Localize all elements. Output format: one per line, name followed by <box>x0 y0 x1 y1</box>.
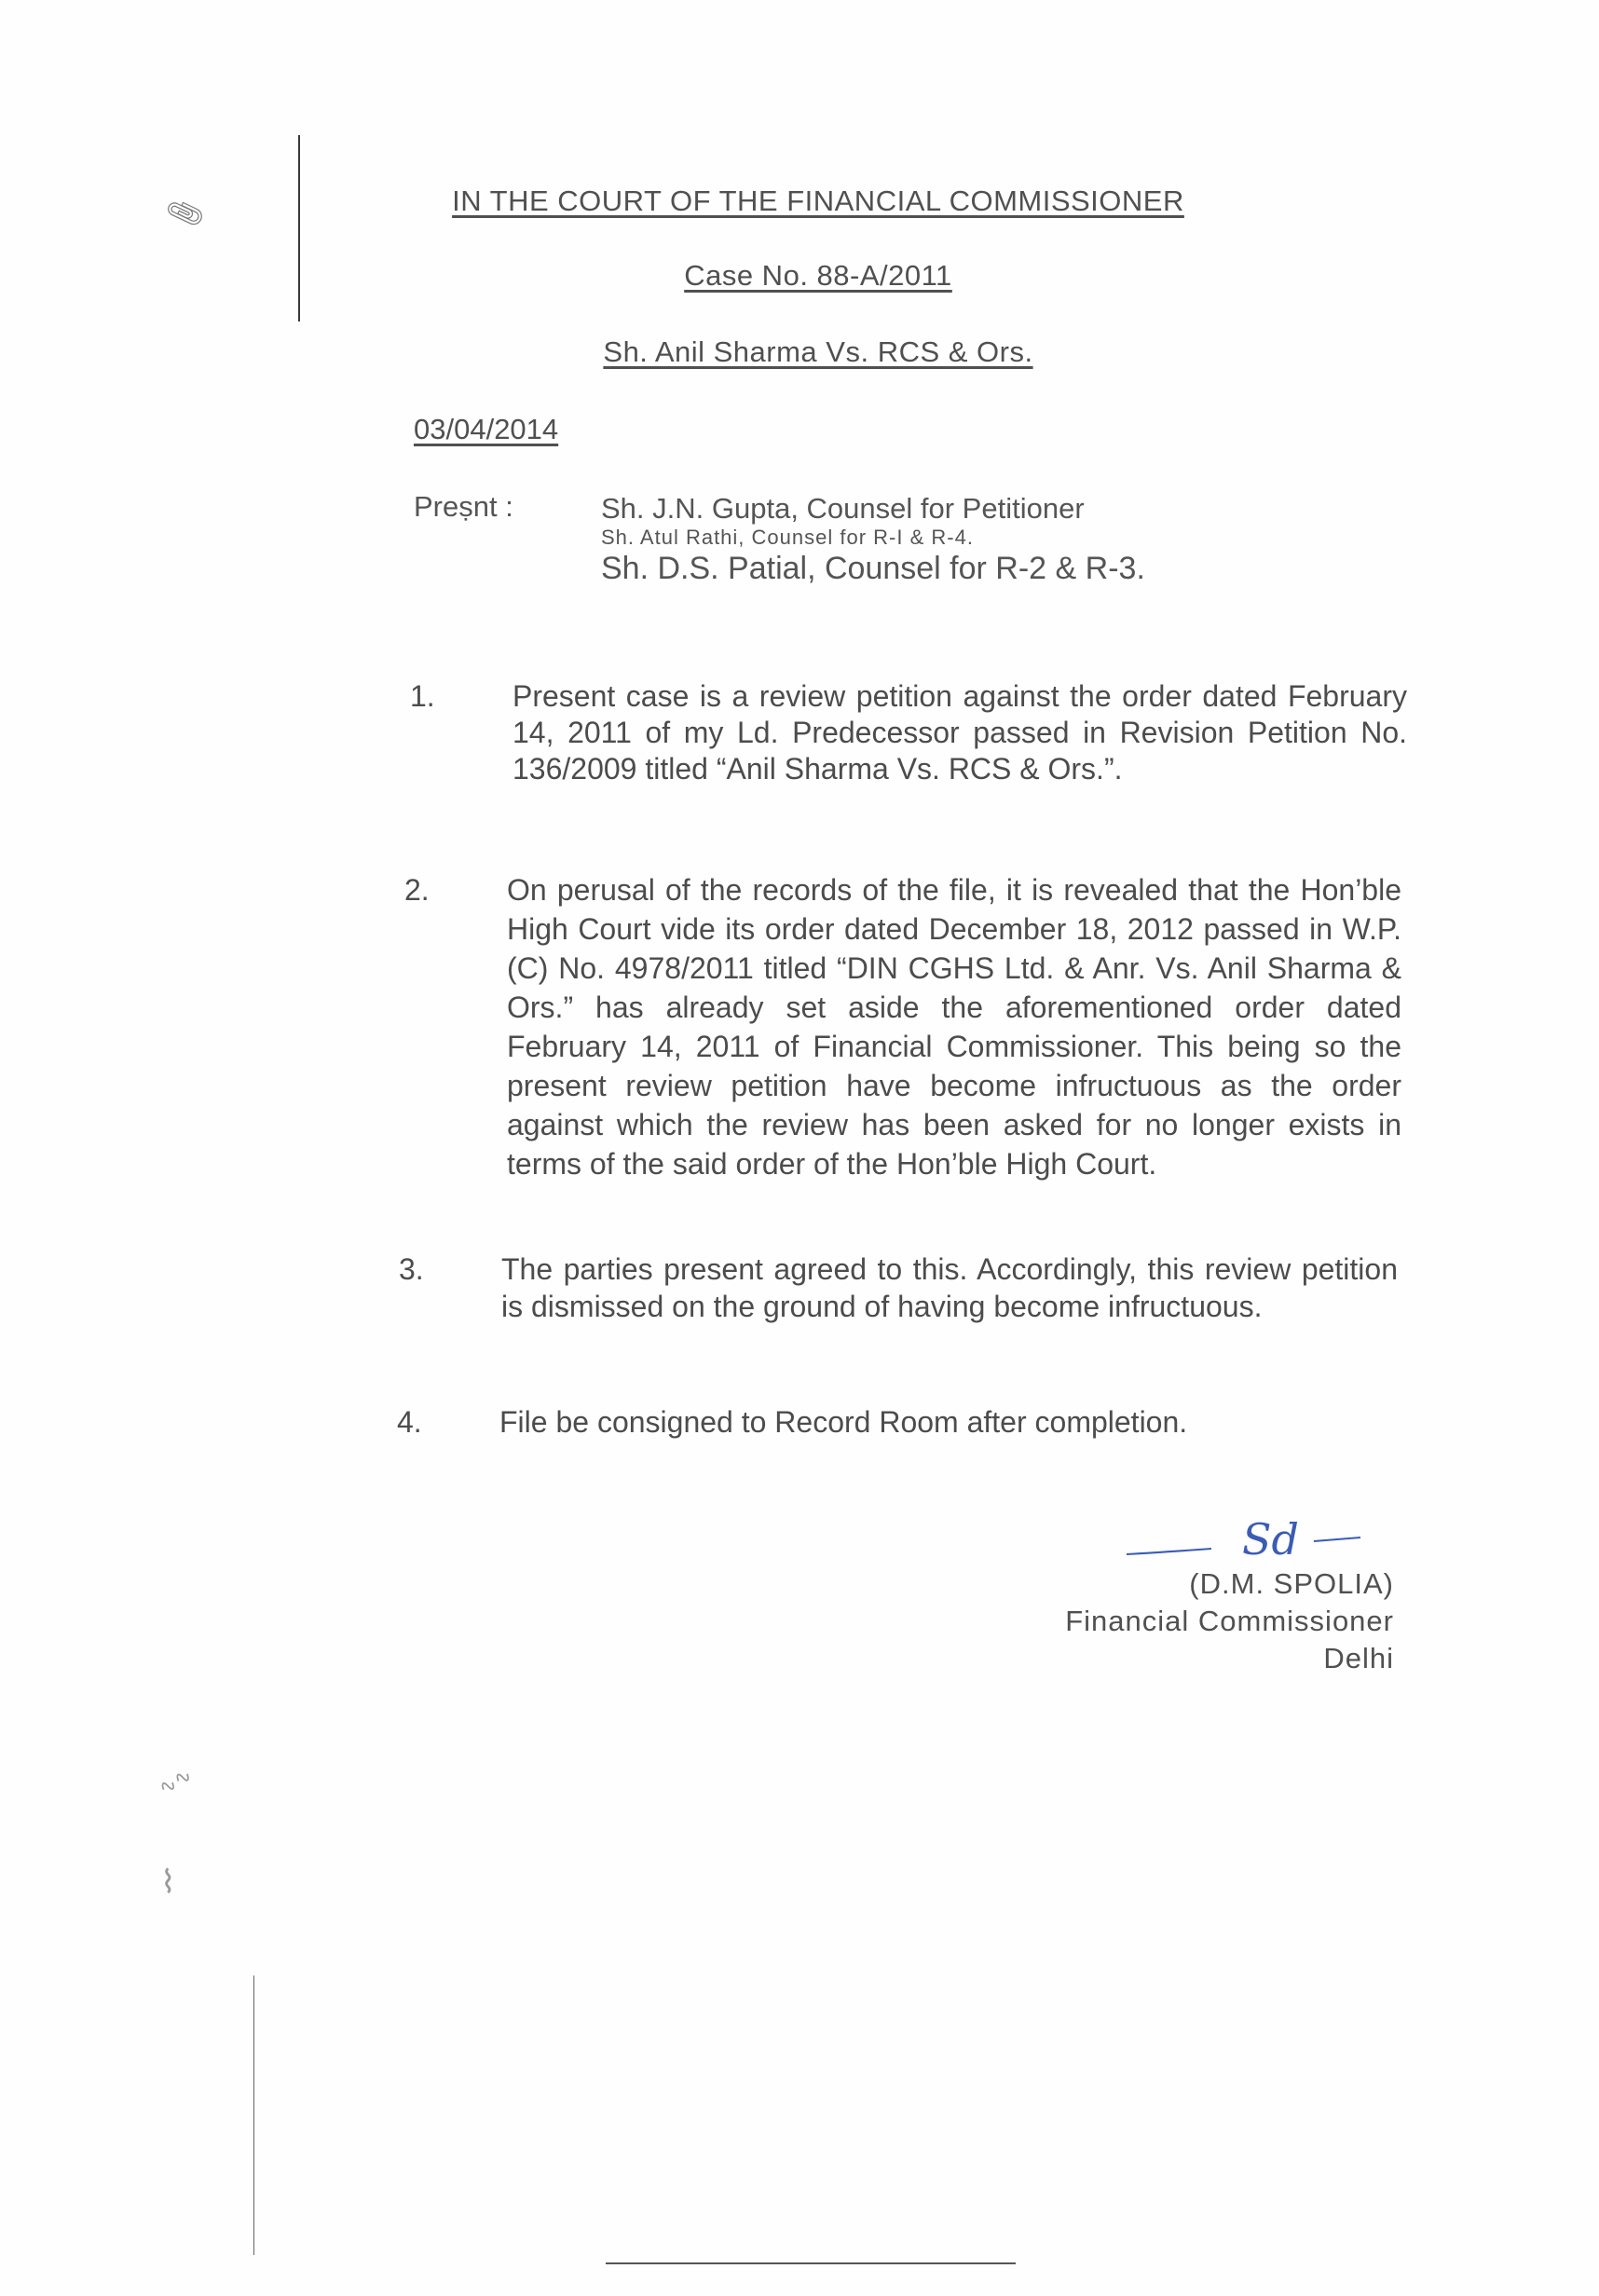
margin-mark-icon: 📎︎ <box>163 192 208 236</box>
left-margin-line-upper <box>298 135 300 321</box>
paragraph-4 <box>397 1404 1396 1441</box>
order-date: 03/04/2014 <box>414 413 559 445</box>
signatory-designation: Financial Commissioner <box>1065 1605 1394 1637</box>
paragraph-2 <box>404 870 1401 1183</box>
paragraph-text: On perusal of the records of the file, it is revealed that the Hon’ble High Court vide its order dated December 18, 2012 passed in W.P.(C) No. 4978/2011 titled “DIN CGHS Ltd. & Anr. Vs. Anil Sharma & Ors.” has already set aside the aforementioned order dated February 14, 2011 of Financial Commissioner. This being so the present review petition have become infructuous as the order against which the review has been asked for no longer exists in terms of the said order of the Hon’ble High Court. <box>507 873 1401 1181</box>
signature-stroke-icon <box>1123 1500 1365 1575</box>
paragraph-text: Present case is a review petition against the order dated February 14, 2011 of my Ld. Predecessor passed in Revision Petition No. 136/2009 titled “Anil Sharma Vs. RCS & Ors.”. <box>512 679 1407 786</box>
scribble-mark-icon: ∿∿ <box>155 1763 197 1801</box>
paragraph-number: 2. <box>404 873 430 907</box>
paragraph-number: 1. <box>410 679 435 713</box>
present-list <box>601 492 1145 587</box>
paragraph-1 <box>410 678 1407 787</box>
scribble-mark-icon-2: ⌇ <box>160 1864 176 1901</box>
paragraph-text: File be consigned to Record Room after completion. <box>499 1405 1188 1439</box>
case-parties: Sh. Anil Sharma Vs. RCS & Ors. <box>603 335 1033 368</box>
left-margin-line-lower <box>253 1975 254 2255</box>
present-counsel-petitioner: Sh. J.N. Gupta, Counsel for Petitioner <box>601 492 1085 525</box>
paragraph-number: 4. <box>397 1405 422 1439</box>
signatory-place: Delhi <box>1323 1642 1394 1674</box>
present-label: Preṣnt : <box>414 490 513 523</box>
signature-mark: Sd <box>1242 1514 1299 1565</box>
signatory-block <box>1065 1565 1394 1677</box>
signatory-name: (D.M. SPOLIA) <box>1189 1567 1394 1600</box>
present-counsel-r1-r4: Sh. Atul Rathi, Counsel for R-I & R-4. <box>601 526 974 549</box>
bottom-rule <box>606 2262 1016 2264</box>
paragraph-number: 3. <box>399 1252 424 1286</box>
paragraph-3 <box>399 1250 1398 1325</box>
court-title: IN THE COURT OF THE FINANCIAL COMMISSIONER <box>452 184 1184 217</box>
present-counsel-r2-r3: Sh. D.S. Patial, Counsel for R-2 & R-3. <box>601 551 1145 586</box>
case-number: Case No. 88-A/2011 <box>684 259 952 292</box>
paragraph-text: The parties present agreed to this. Accordingly, this review petition is dismissed on the ground of having become infructuous. <box>501 1252 1398 1323</box>
